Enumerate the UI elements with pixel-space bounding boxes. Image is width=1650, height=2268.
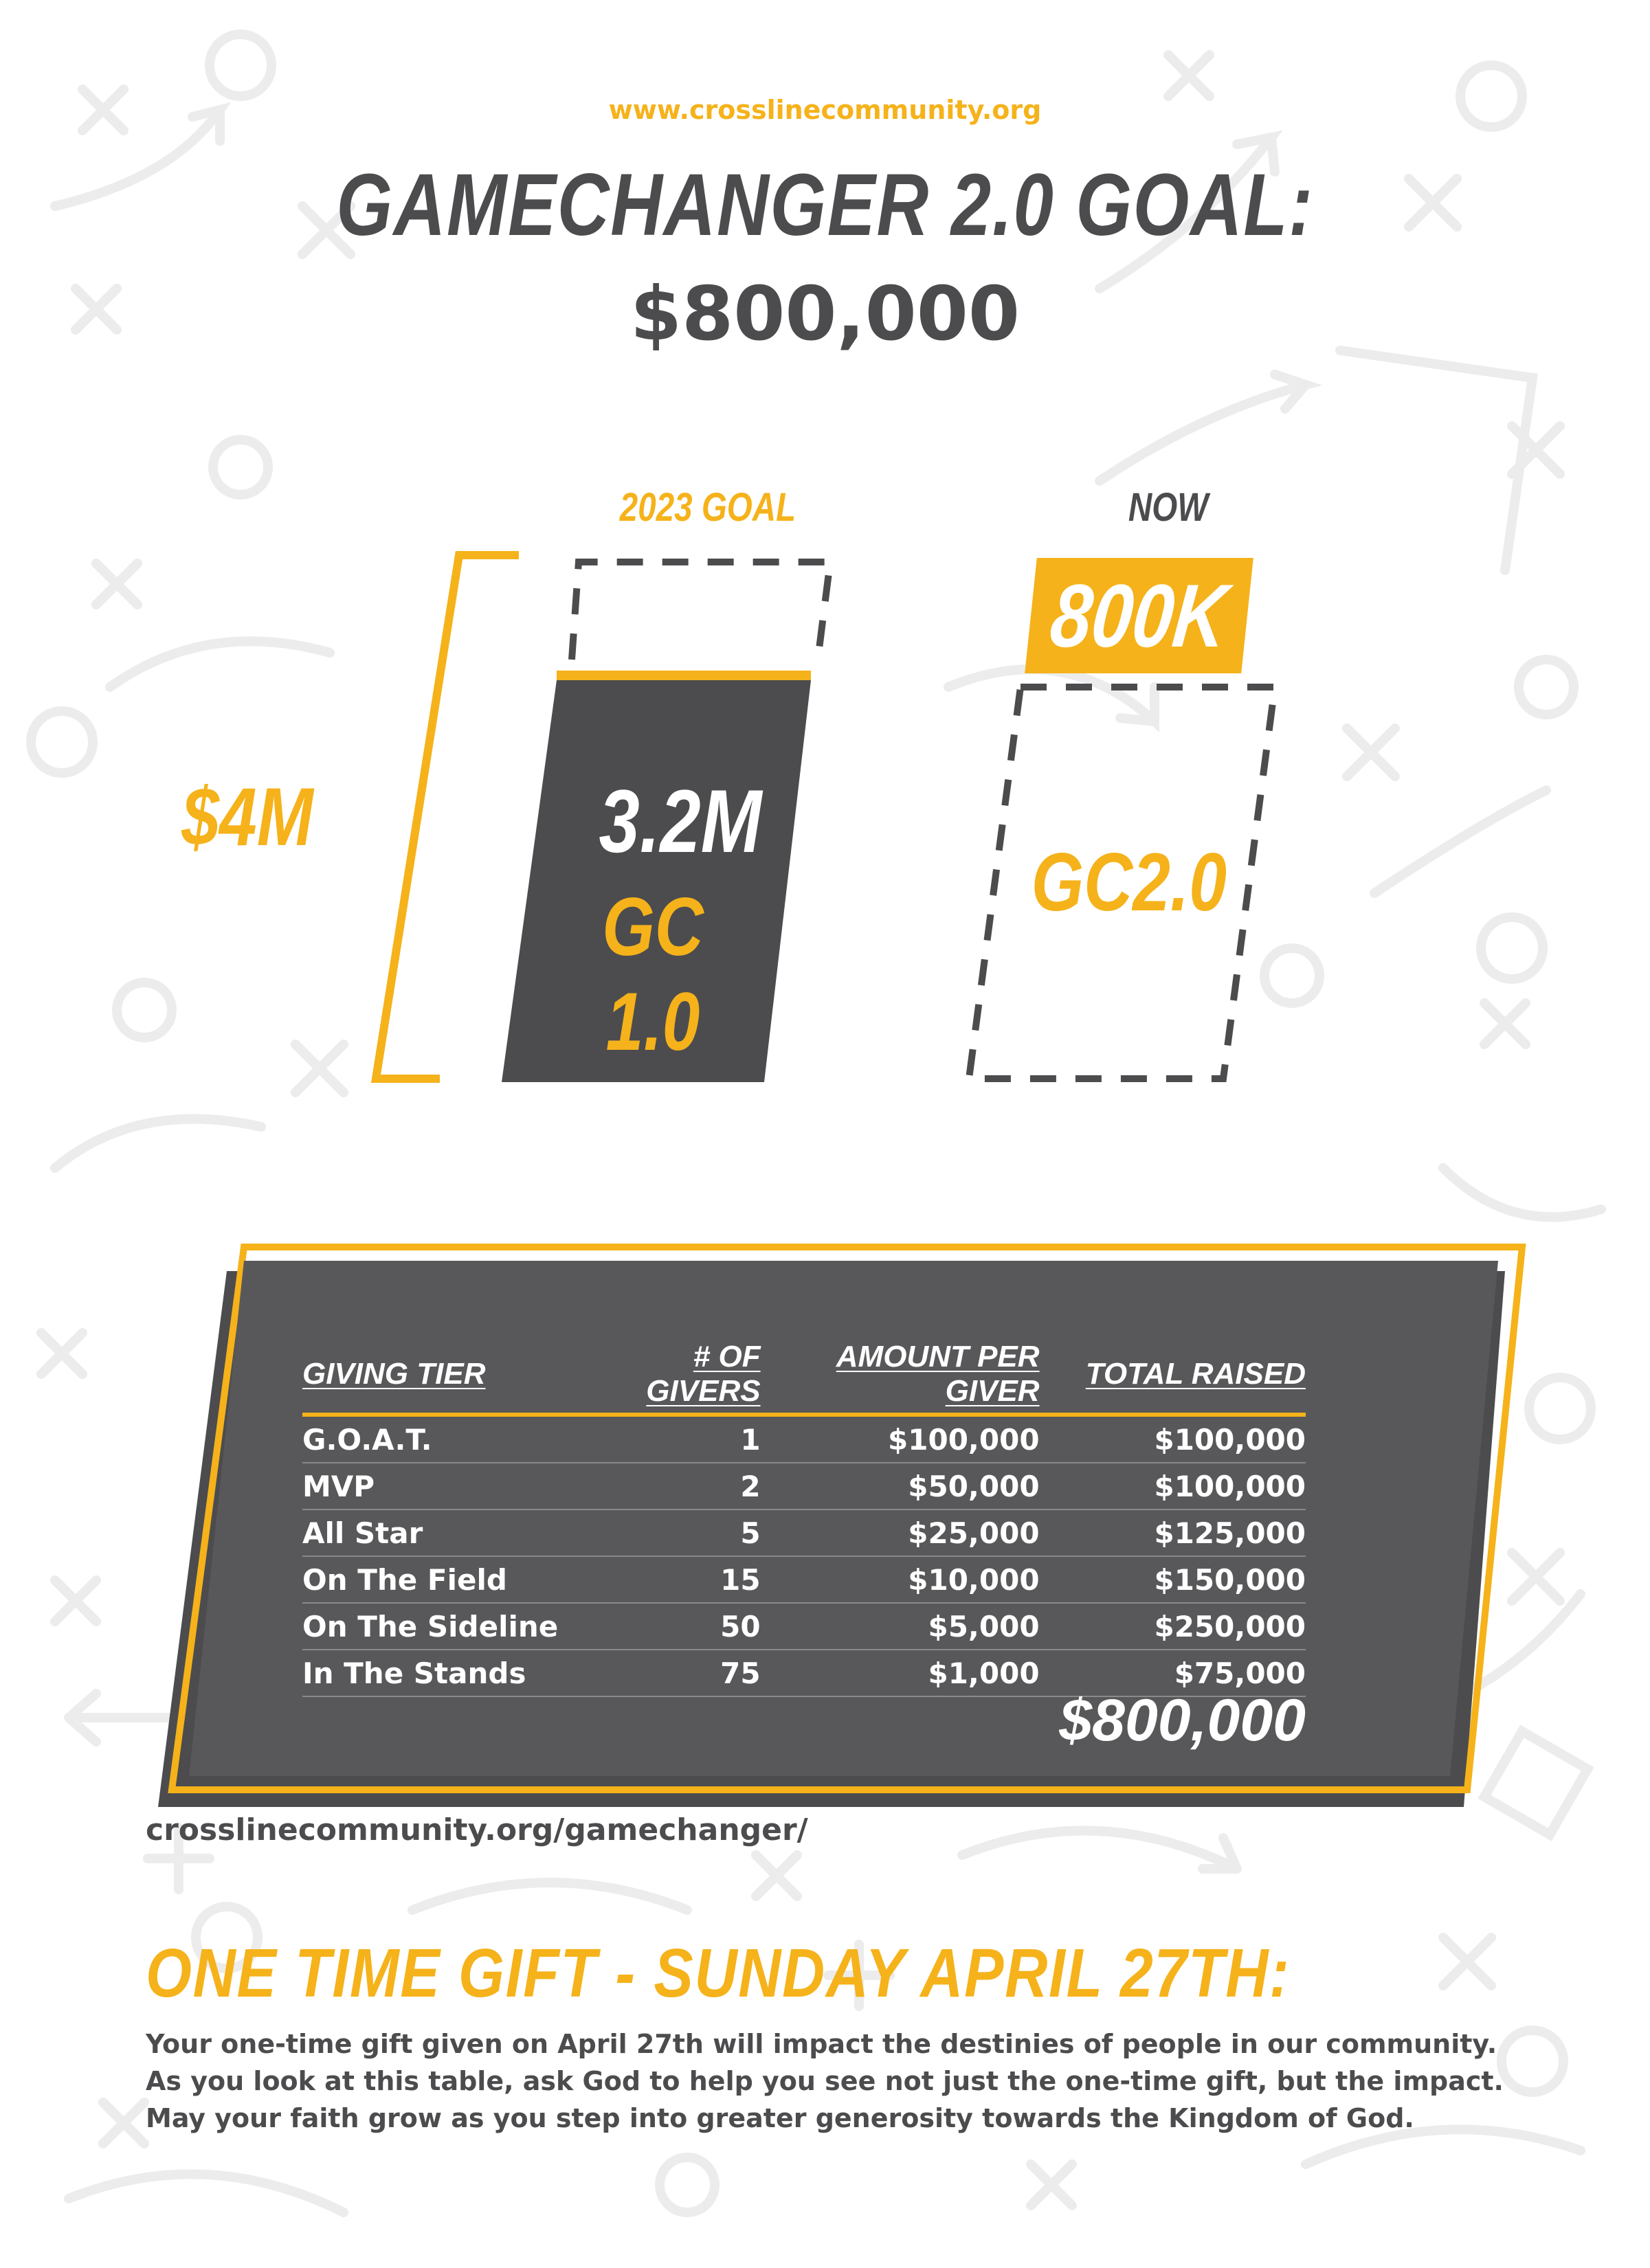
total-raised: $100,000 [1040, 1415, 1306, 1463]
givers-count: 1 [592, 1415, 760, 1463]
label-2023-goal: 2023 GOAL [619, 485, 796, 530]
total-raised: $125,000 [1040, 1509, 1306, 1556]
giving-tier-table [302, 1340, 1306, 1697]
givers-count: 15 [592, 1556, 760, 1603]
website-url[interactable]: www.crosslinecommunity.org [608, 95, 1042, 125]
total-raised: $100,000 [1040, 1463, 1306, 1509]
amount-per-giver: $10,000 [761, 1556, 1040, 1603]
amount-per-giver: $5,000 [761, 1603, 1040, 1650]
amount-per-giver: $25,000 [761, 1509, 1040, 1556]
table-row [302, 1415, 1306, 1463]
total-raised: $75,000 [1040, 1650, 1306, 1696]
header-num-givers: # OF GIVERS [592, 1340, 760, 1415]
header-giving-tier: GIVING TIER [302, 1340, 592, 1415]
tier-name: In The Stands [302, 1650, 592, 1696]
table-header-row [302, 1340, 1306, 1415]
givers-count: 5 [592, 1509, 760, 1556]
gift-line: May your faith grow as you step into greater generosity towards the Kingdom of God. [146, 2103, 1414, 2133]
gc1-bar-top-accent [557, 671, 811, 680]
givers-count: 50 [592, 1603, 760, 1650]
gift-section-body [146, 2025, 1520, 2137]
gc1-dashed-outline [572, 562, 830, 660]
tier-name: MVP [302, 1463, 592, 1509]
total-raised: $250,000 [1040, 1603, 1306, 1650]
table-row [302, 1509, 1306, 1556]
table-row [302, 1603, 1306, 1650]
tier-name: On The Field [302, 1556, 592, 1603]
page-title: GAMECHANGER 2.0 GOAL: [336, 156, 1314, 254]
tier-name: G.O.A.T. [302, 1415, 592, 1463]
gift-line: Your one-time gift given on April 27th will impact the destinies of people in our community. [146, 2029, 1497, 2059]
gift-line: As you look at this table, ask God to help you see not just the one-time gift, but the impact. [146, 2066, 1504, 2096]
tier-name: On The Sideline [302, 1603, 592, 1650]
label-now: NOW [1128, 485, 1209, 530]
gift-section-title: ONE TIME GIFT - SUNDAY APRIL 27TH: [146, 1935, 1291, 2012]
total-4m-label: $4M [181, 771, 313, 863]
gc2-label: GC2.0 [1031, 836, 1227, 928]
header-amount-per-giver: AMOUNT PER GIVER [761, 1340, 1040, 1415]
table-row [302, 1463, 1306, 1509]
table-row [302, 1556, 1306, 1603]
grand-total: $800,000 [1059, 1687, 1306, 1753]
gc1-label: GC 1.0 [602, 881, 704, 1068]
header-total-raised: TOTAL RAISED [1040, 1340, 1306, 1415]
givers-count: 75 [592, 1650, 760, 1696]
amount-per-giver: $50,000 [761, 1463, 1040, 1509]
bracket [376, 555, 519, 1079]
goal-amount: $800,000 [629, 271, 1021, 357]
givers-count: 2 [592, 1463, 760, 1509]
gamechanger-link[interactable]: crosslinecommunity.org/gamechanger/ [146, 1812, 808, 1848]
gc1-amount: 3.2M [599, 771, 762, 871]
total-raised: $150,000 [1040, 1556, 1306, 1603]
amount-per-giver: $1,000 [761, 1650, 1040, 1696]
amount-per-giver: $100,000 [761, 1415, 1040, 1463]
now-amount-badge [1025, 558, 1253, 673]
tier-name: All Star [302, 1509, 592, 1556]
now-amount: 800K [1046, 565, 1232, 666]
